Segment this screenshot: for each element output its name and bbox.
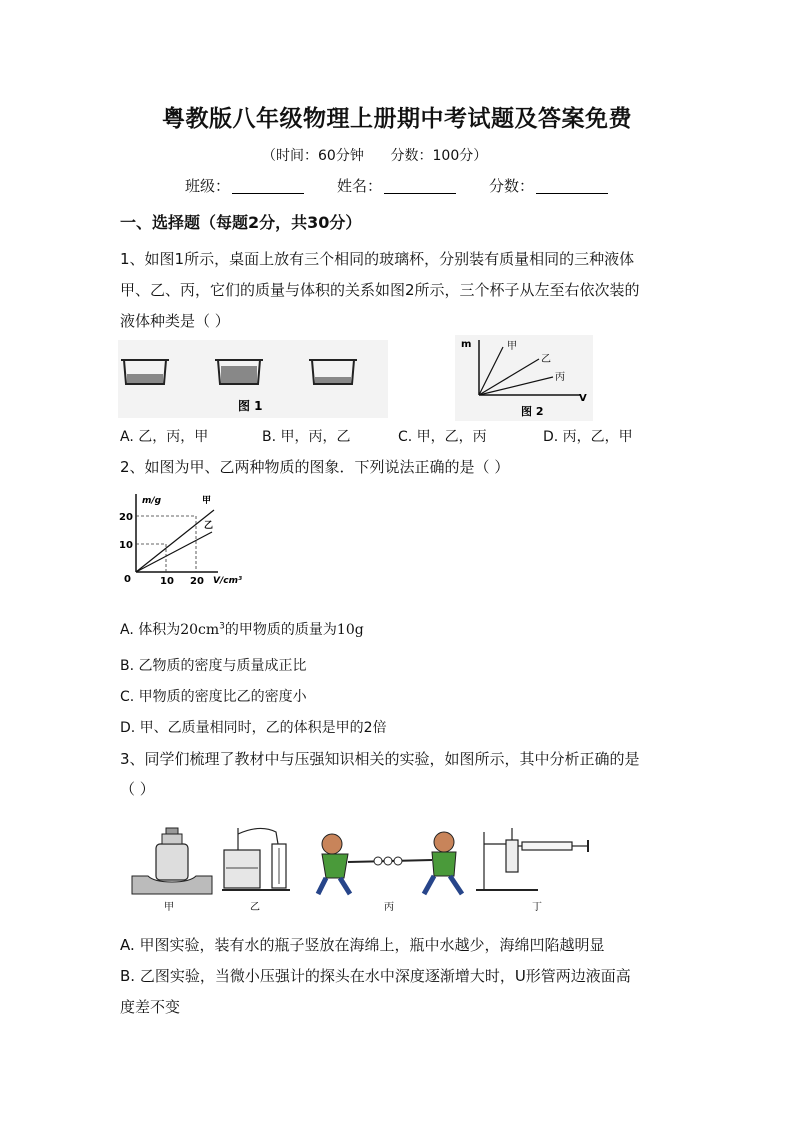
q3-stem: 3、同学们梳理了教材中与压强知识相关的实验，如图所示，其中分析正确的是 — [120, 750, 640, 768]
class-blank — [232, 179, 304, 194]
liquid-middle — [221, 366, 257, 383]
q2-line-jia — [136, 510, 214, 572]
q2-option-c[interactable]: C. 甲物质的密度比乙的密度小 — [120, 689, 307, 705]
q2-stem: 2、如图为甲、乙两种物质的图象．下列说法正确的是（ ） — [120, 458, 510, 476]
fig2-caption: 图 2 — [521, 405, 544, 418]
fig1-caption: 图 1 — [238, 399, 263, 413]
name-blank — [384, 179, 456, 194]
name-label: 姓名： — [337, 177, 383, 195]
bottle-on-sponge — [132, 828, 212, 894]
liquid-right — [315, 377, 351, 383]
q3-option-b[interactable]: B. 乙图实验，当微小压强计的探头在水中深度逐渐增大时，U形管两边液面高 — [120, 967, 631, 985]
figure-2-mv-graph — [455, 335, 593, 421]
q2-option-a-volume: 20cm — [180, 622, 220, 638]
q2-option-a-sup: 3 — [219, 621, 225, 632]
q2-option-a-mid: 的甲物质的质量为 — [224, 622, 337, 638]
q2-xtick-20: 20 — [190, 576, 204, 587]
class-label: 班级： — [185, 177, 231, 195]
q3-paren: （ ） — [120, 780, 155, 798]
q2-option-b[interactable]: B. 乙物质的密度与质量成正比 — [120, 658, 307, 674]
tug-of-war — [318, 832, 462, 894]
q2-option-a-mass: 10g — [336, 622, 364, 638]
pressure-gauge — [222, 828, 290, 890]
q1-option-b[interactable]: B. 甲，丙，乙 — [262, 429, 351, 445]
q2-option-a[interactable] — [120, 619, 364, 639]
q3-option-a[interactable]: A. 甲图实验，装有水的瓶子竖放在海绵上，瓶中水越少，海绵凹陷越明显 — [120, 936, 605, 954]
syringe-apparatus — [476, 828, 588, 890]
fig-label-ding: 丁 — [532, 902, 542, 913]
q1-option-d[interactable]: D. 丙，乙，甲 — [543, 429, 633, 445]
name-field — [337, 175, 456, 196]
q1-line-2: 甲、乙、丙，它们的质量与体积的关系如图2所示，三个杯子从左至右依次装的 — [120, 281, 640, 299]
q2-label-yi: 乙 — [204, 521, 214, 531]
q2-label-jia: 甲 — [202, 496, 212, 506]
axis-m-label: m — [461, 339, 472, 350]
class-field — [185, 175, 304, 196]
q2-option-a-prefix: A. 体积为 — [120, 622, 181, 638]
q1-line-3: 液体种类是（ ） — [120, 312, 230, 330]
q2-line-yi — [136, 532, 212, 572]
section-heading: 一、选择题（每题2分，共30分） — [120, 213, 362, 232]
exam-meta: （时间：60分钟 分数：100分） — [262, 148, 488, 164]
q3-option-b-cont: 度差不变 — [120, 998, 181, 1016]
score-label: 分数： — [489, 177, 535, 195]
q2-origin: 0 — [124, 574, 131, 585]
q2-x-label: V/cm³ — [213, 576, 242, 586]
q2-ytick-10: 10 — [119, 540, 133, 551]
figure-1-beakers — [118, 340, 388, 418]
q2-graph — [118, 490, 253, 588]
q2-y-label: m/g — [142, 496, 162, 506]
q2-xtick-10: 10 — [160, 576, 174, 587]
q2-option-d[interactable]: D. 甲、乙质量相同时，乙的体积是甲的2倍 — [120, 720, 387, 736]
q1-option-a[interactable]: A. 乙，丙，甲 — [120, 429, 209, 445]
page-title: 粤教版八年级物理上册期中考试题及答案免费 — [162, 105, 632, 132]
fig-label-bing: 丙 — [384, 902, 394, 913]
label-jia: 甲 — [507, 341, 517, 352]
q1-line-1: 1、如图1所示，桌面上放有三个相同的玻璃杯，分别装有质量相同的三种液体 — [120, 250, 635, 268]
axis-v-label: V — [579, 393, 587, 404]
fig-label-yi: 乙 — [250, 902, 260, 913]
fig-label-jia: 甲 — [164, 902, 174, 913]
score-blank — [536, 179, 608, 194]
label-bing: 丙 — [555, 372, 565, 383]
score-field — [489, 175, 608, 196]
label-yi: 乙 — [541, 354, 551, 365]
q1-option-c[interactable]: C. 甲，乙，丙 — [398, 429, 487, 445]
liquid-left — [127, 374, 163, 383]
q2-ytick-20: 20 — [119, 512, 133, 523]
q3-figure-pressure-experiments — [128, 824, 608, 914]
